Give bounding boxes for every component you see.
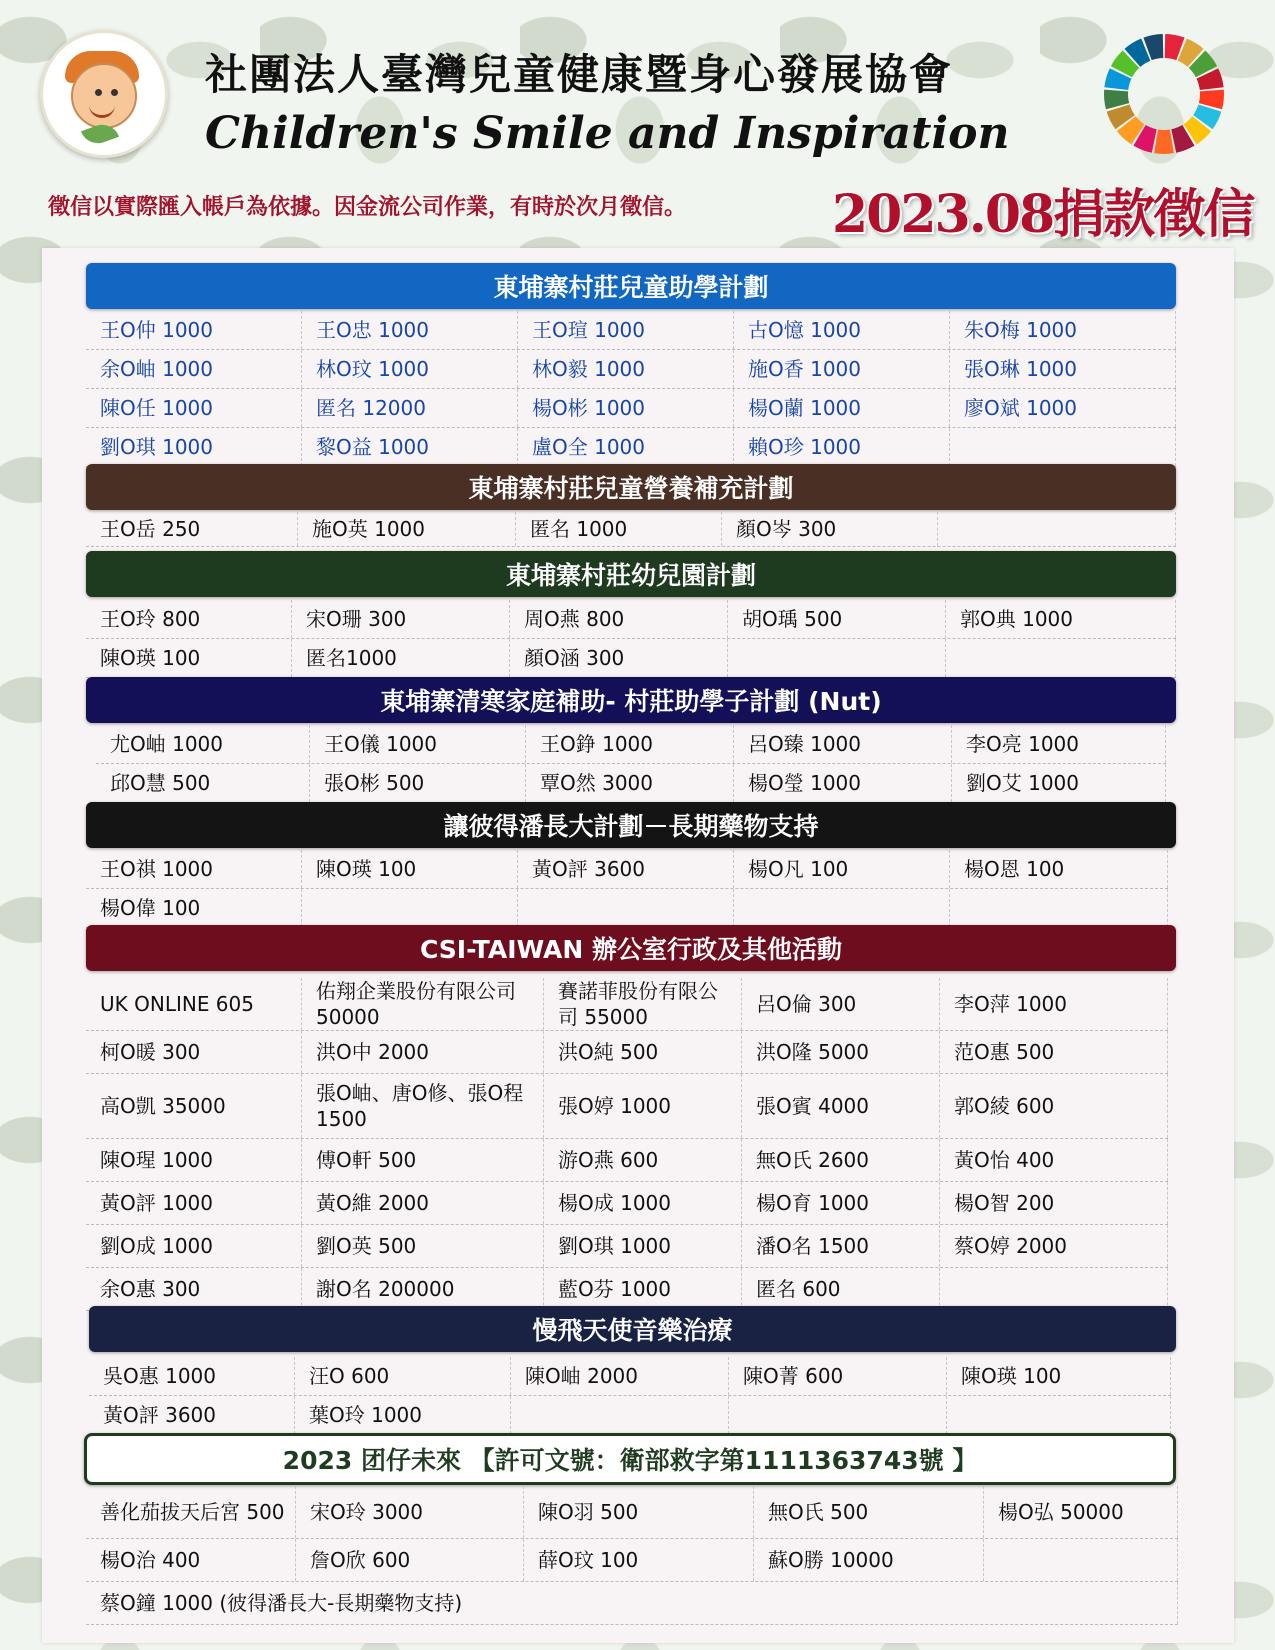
donor-entry: 楊O彬 1000: [518, 389, 734, 427]
donor-entry: 傅O軒 500: [302, 1139, 544, 1181]
empty-cell: [728, 639, 946, 677]
report-title: 2023.08捐款徵信: [832, 184, 1254, 245]
donor-entry: 謝O名 200000: [302, 1268, 544, 1310]
donor-entry: 郭O綾 600: [940, 1074, 1168, 1138]
donor-entry: 陳O菁 600: [729, 1357, 947, 1395]
donor-entry: 游O燕 600: [544, 1139, 742, 1181]
donor-entry: 范O惠 500: [940, 1031, 1168, 1073]
donor-entry: 劉O琪 1000: [86, 428, 302, 466]
donor-entry: 王O儀 1000: [310, 725, 526, 763]
donor-entry: 顏O涵 300: [510, 639, 728, 677]
donor-entry: 楊O成 1000: [544, 1182, 742, 1224]
donor-entry: 楊O蘭 1000: [734, 389, 950, 427]
donor-entry: 無O氏 500: [754, 1486, 984, 1538]
logo-eye-right: [111, 89, 118, 96]
table-row: [86, 1031, 1168, 1074]
donor-entry: 陳O羽 500: [524, 1486, 754, 1538]
section-title-bar: CSI-TAIWAN 辦公室行政及其他活動: [86, 925, 1176, 971]
table-row: [86, 1139, 1168, 1182]
donor-entry: 黃O評 3600: [518, 850, 734, 888]
donor-entry: 張O岫、唐O修、張O程 1500: [302, 1074, 544, 1138]
empty-cell: [518, 889, 734, 927]
donor-entry: 張O賓 4000: [742, 1074, 940, 1138]
donor-entry: UK ONLINE 605: [86, 978, 302, 1030]
donor-entry: 匿名 600: [742, 1268, 940, 1310]
table-row: [86, 350, 1176, 389]
table-row: [86, 850, 1168, 889]
empty-cell: [950, 889, 1168, 927]
donor-entry: 李O亮 1000: [952, 725, 1166, 763]
donor-entry: 黃O評 1000: [86, 1182, 302, 1224]
section-title-bar: 慢飛天使音樂治療: [89, 1306, 1176, 1352]
donor-entry: 邱O慧 500: [96, 764, 310, 802]
donor-entry: 王O錚 1000: [526, 725, 734, 763]
table-row: [89, 1396, 1171, 1435]
donor-entry: 高O凱 35000: [86, 1074, 302, 1138]
donor-grid: [86, 850, 1168, 928]
table-row: [86, 1486, 1178, 1539]
donor-entry: 楊O弘 50000: [984, 1486, 1178, 1538]
donor-entry: 林O毅 1000: [518, 350, 734, 388]
empty-cell: [946, 639, 1176, 677]
donor-entry: 劉O艾 1000: [952, 764, 1166, 802]
sdg-segment: [1154, 130, 1174, 154]
donor-entry: 詹O欣 600: [296, 1539, 524, 1581]
logo-face-shape: [71, 63, 137, 129]
donor-entry: 余O岫 1000: [86, 350, 302, 388]
donor-entry: 廖O斌 1000: [950, 389, 1176, 427]
donor-entry: 王O仲 1000: [86, 311, 302, 349]
donor-entry: 王O瑄 1000: [518, 311, 734, 349]
donor-entry: 楊O育 1000: [742, 1182, 940, 1224]
donor-entry: 呂O倫 300: [742, 978, 940, 1030]
table-row: [86, 512, 1176, 547]
donor-entry: 陳O瑛 100: [86, 639, 292, 677]
association-logo: [40, 30, 168, 158]
donor-entry: 陳O瑆 1000: [86, 1139, 302, 1181]
donor-entry: 劉O成 1000: [86, 1225, 302, 1267]
donor-entry: 陳O瑛 100: [302, 850, 518, 888]
table-row: [86, 1539, 1178, 1582]
donor-entry: 陳O任 1000: [86, 389, 302, 427]
table-row: [86, 889, 1168, 928]
table-row: [96, 764, 1166, 803]
donor-entry: 施O英 1000: [298, 512, 516, 546]
donor-entry: 無O氏 2600: [742, 1139, 940, 1181]
table-row: [86, 639, 1176, 678]
table-row: [86, 978, 1168, 1031]
table-row: [86, 1225, 1168, 1268]
donor-entry: 藍O芬 1000: [544, 1268, 742, 1310]
section-title-bar: 讓彼得潘長大計劃－長期藥物支持: [86, 802, 1176, 848]
donor-entry: 賴O珍 1000: [734, 428, 950, 466]
table-row: [86, 428, 1176, 467]
donor-entry: 顏O岑 300: [722, 512, 938, 546]
donor-entry: 王O忠 1000: [302, 311, 518, 349]
donor-entry: 劉O琪 1000: [544, 1225, 742, 1267]
donor-entry: 黃O怡 400: [940, 1139, 1168, 1181]
donor-entry: 楊O治 400: [86, 1539, 296, 1581]
donor-entry: 黃O維 2000: [302, 1182, 544, 1224]
donor-entry: 胡O瑀 500: [728, 600, 946, 638]
donor-entry: 善化茄拔天后宮 500: [86, 1486, 296, 1538]
header: [0, 0, 1275, 255]
donor-grid: [86, 311, 1176, 467]
donor-entry: 張O彬 500: [310, 764, 526, 802]
donor-entry: 薛O玟 100: [524, 1539, 754, 1581]
donor-entry: 宋O珊 300: [292, 600, 510, 638]
donor-grid: [96, 725, 1166, 803]
donor-entry: 盧O全 1000: [518, 428, 734, 466]
empty-cell: [938, 512, 1176, 546]
donor-entry: 楊O凡 100: [734, 850, 950, 888]
logo-eye-left: [95, 89, 102, 96]
donor-entry: 汪O 600: [295, 1357, 511, 1395]
donor-entry: 洪O隆 5000: [742, 1031, 940, 1073]
donor-entry: 張O婷 1000: [544, 1074, 742, 1138]
section-title-bar: 東埔寨清寒家庭補助- 村莊助學子計劃 (Nut): [86, 677, 1176, 723]
donor-entry: 周O燕 800: [510, 600, 728, 638]
org-title: 社團法人臺灣兒童健康暨身心發展協會: [205, 50, 954, 99]
table-row: [86, 600, 1176, 639]
donor-grid: [86, 600, 1176, 678]
empty-cell: [511, 1396, 729, 1434]
empty-cell: [950, 428, 1176, 466]
donor-entry: 蘇O勝 10000: [754, 1539, 984, 1581]
table-row: [86, 389, 1176, 428]
table-row: [86, 1268, 1168, 1311]
table-row: [86, 1074, 1168, 1139]
section-title-bar: 東埔寨村莊兒童營養補充計劃: [86, 464, 1176, 510]
donor-entry: 張O琳 1000: [950, 350, 1176, 388]
donor-entry: 尤O岫 1000: [96, 725, 310, 763]
empty-cell: [947, 1396, 1171, 1434]
donor-entry: 施O香 1000: [734, 350, 950, 388]
donor-entry: 楊O恩 100: [950, 850, 1168, 888]
donor-entry: 蔡O鐘 1000 (彼得潘長大-長期藥物支持): [86, 1582, 1178, 1624]
donor-entry: 洪O純 500: [544, 1031, 742, 1073]
donor-entry: 呂O臻 1000: [734, 725, 952, 763]
donor-entry: 匿名1000: [292, 639, 510, 677]
empty-cell: [940, 1268, 1168, 1310]
donor-entry: 吳O惠 1000: [89, 1357, 295, 1395]
donor-entry: 王O祺 1000: [86, 850, 302, 888]
table-row: [89, 1357, 1171, 1396]
donor-entry: 蔡O婷 2000: [940, 1225, 1168, 1267]
donor-entry: 陳O岫 2000: [511, 1357, 729, 1395]
org-subtitle: Children's Smile and Inspiration: [205, 108, 1010, 159]
donor-entry: 余O惠 300: [86, 1268, 302, 1310]
donor-entry: 陳O瑛 100: [947, 1357, 1171, 1395]
empty-cell: [734, 889, 950, 927]
section-title-bar: 東埔寨村莊幼兒園計劃: [86, 551, 1176, 597]
donor-entry: 葉O玲 1000: [295, 1396, 511, 1434]
donor-entry: 李O萍 1000: [940, 978, 1168, 1030]
table-row: [86, 1582, 1178, 1625]
table-row: [96, 725, 1166, 764]
donor-entry: 楊O智 200: [940, 1182, 1168, 1224]
table-row: [86, 1182, 1168, 1225]
donor-entry: 宋O玲 3000: [296, 1486, 524, 1538]
donor-entry: 潘O名 1500: [742, 1225, 940, 1267]
donor-entry: 洪O中 2000: [302, 1031, 544, 1073]
donor-entry: 朱O梅 1000: [950, 311, 1176, 349]
donor-entry: 佑翔企業股份有限公司 50000: [302, 978, 544, 1030]
notice-text: 徵信以實際匯入帳戶為依據。因金流公司作業，有時於次月徵信。: [48, 195, 687, 220]
donor-entry: 郭O典 1000: [946, 600, 1176, 638]
donor-entry: 覃O然 3000: [526, 764, 734, 802]
donor-entry: 賽諾菲股份有限公司 55000: [544, 978, 742, 1030]
donor-entry: 劉O英 500: [302, 1225, 544, 1267]
donor-entry: 柯O暖 300: [86, 1031, 302, 1073]
sdg-wheel-icon: [1100, 30, 1228, 158]
donor-grid: [86, 978, 1168, 1311]
donor-entry: 王O岳 250: [86, 512, 298, 546]
section-title-bar: 東埔寨村莊兒童助學計劃: [86, 263, 1176, 309]
donor-entry: 王O玲 800: [86, 600, 292, 638]
donor-entry: 楊O瑩 1000: [734, 764, 952, 802]
table-row: [86, 311, 1176, 350]
donor-entry: 匿名 1000: [516, 512, 722, 546]
donor-entry: 楊O偉 100: [86, 889, 302, 927]
donor-entry: 黎O益 1000: [302, 428, 518, 466]
empty-cell: [729, 1396, 947, 1434]
donor-entry: 古O憶 1000: [734, 311, 950, 349]
donor-entry: 林O玟 1000: [302, 350, 518, 388]
donor-entry: 匿名 12000: [302, 389, 518, 427]
donor-grid: [86, 512, 1176, 547]
section-title-bar: 2023 团仔未來 【許可文號：衛部救字第1111363743號 】: [84, 1433, 1176, 1485]
empty-cell: [302, 889, 518, 927]
donor-grid: [89, 1357, 1171, 1435]
donor-grid: [86, 1486, 1178, 1625]
donor-entry: 黃O評 3600: [89, 1396, 295, 1434]
empty-cell: [984, 1539, 1178, 1581]
